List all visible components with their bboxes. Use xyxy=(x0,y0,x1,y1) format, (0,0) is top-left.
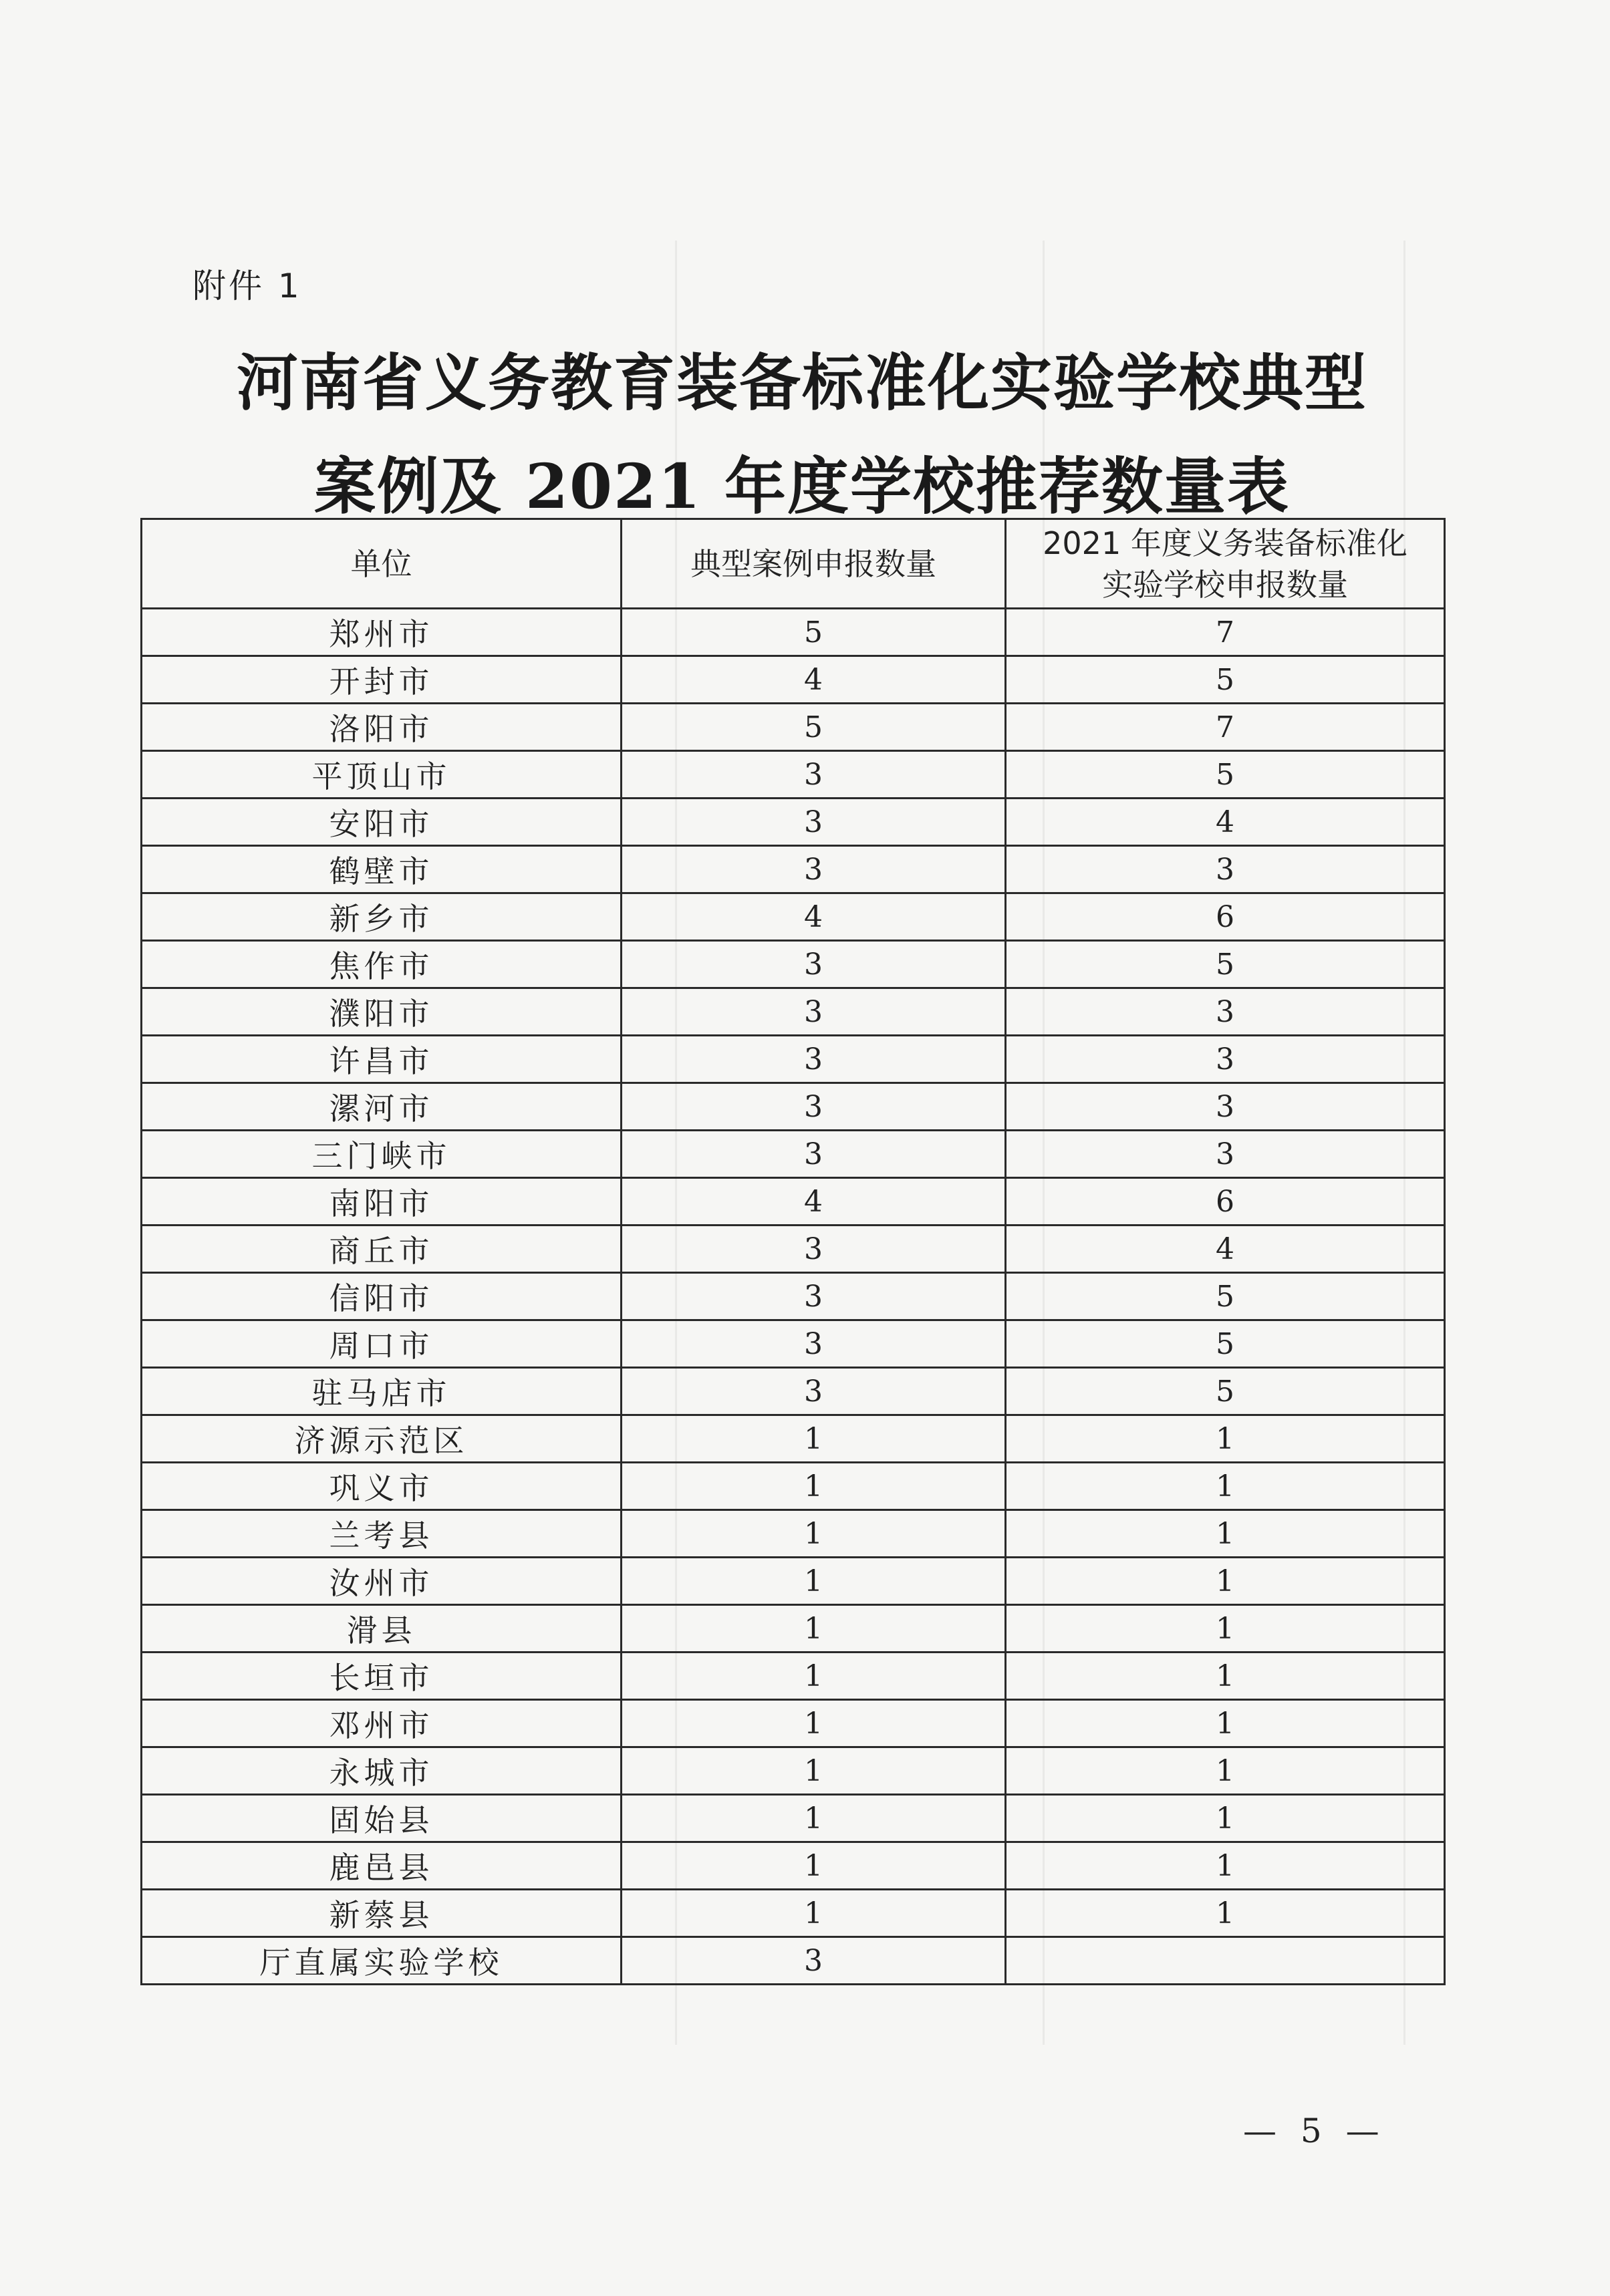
table-header-row xyxy=(142,519,1445,609)
recommendation-count-table xyxy=(140,518,1446,1985)
unit-cell: 新蔡县 xyxy=(142,1890,622,1937)
unit-cell: 周口市 xyxy=(142,1320,622,1368)
unit-cell: 滑县 xyxy=(142,1605,622,1653)
table-body xyxy=(142,609,1445,1985)
cases-count-cell: 1 xyxy=(622,1415,1006,1463)
table-row xyxy=(142,1273,1445,1320)
schools-count-cell: 4 xyxy=(1006,1226,1445,1273)
cases-count-cell: 1 xyxy=(622,1842,1006,1890)
table-row xyxy=(142,609,1445,656)
unit-cell: 新乡市 xyxy=(142,893,622,941)
cases-count-cell: 3 xyxy=(622,941,1006,988)
cases-count-cell: 3 xyxy=(622,799,1006,846)
unit-cell: 漯河市 xyxy=(142,1083,622,1131)
schools-count-cell: 1 xyxy=(1006,1653,1445,1700)
table-row xyxy=(142,799,1445,846)
table-row xyxy=(142,1415,1445,1463)
schools-count-cell: 4 xyxy=(1006,799,1445,846)
table-row xyxy=(142,704,1445,751)
unit-cell: 永城市 xyxy=(142,1747,622,1795)
schools-count-cell: 1 xyxy=(1006,1700,1445,1747)
schools-count-cell: 5 xyxy=(1006,941,1445,988)
unit-cell: 鹿邑县 xyxy=(142,1842,622,1890)
header-schools-line-1: 2021 年度义务装备标准化 xyxy=(1043,525,1407,561)
schools-count-cell: 5 xyxy=(1006,1320,1445,1368)
unit-cell: 汝州市 xyxy=(142,1558,622,1605)
table-row xyxy=(142,1463,1445,1510)
table-row xyxy=(142,1653,1445,1700)
cases-count-cell: 3 xyxy=(622,1937,1006,1985)
schools-count-cell: 1 xyxy=(1006,1842,1445,1890)
cases-count-cell: 3 xyxy=(622,1273,1006,1320)
unit-cell: 三门峡市 xyxy=(142,1131,622,1178)
schools-count-cell: 1 xyxy=(1006,1747,1445,1795)
schools-count-cell: 3 xyxy=(1006,1131,1445,1178)
attachment-label: 附件 1 xyxy=(192,267,302,305)
schools-count-cell: 7 xyxy=(1006,704,1445,751)
table-row xyxy=(142,1036,1445,1083)
unit-cell: 开封市 xyxy=(142,656,622,704)
table-row xyxy=(142,751,1445,799)
table-row xyxy=(142,1226,1445,1273)
schools-count-cell: 6 xyxy=(1006,1178,1445,1226)
unit-cell: 安阳市 xyxy=(142,799,622,846)
table-row xyxy=(142,1131,1445,1178)
table-row xyxy=(142,1368,1445,1415)
schools-count-cell: 7 xyxy=(1006,609,1445,656)
cases-count-cell: 1 xyxy=(622,1653,1006,1700)
unit-cell: 驻马店市 xyxy=(142,1368,622,1415)
unit-cell: 济源示范区 xyxy=(142,1415,622,1463)
table-row xyxy=(142,1747,1445,1795)
schools-count-cell: 1 xyxy=(1006,1463,1445,1510)
schools-count-cell: 3 xyxy=(1006,988,1445,1036)
schools-count-cell: 5 xyxy=(1006,751,1445,799)
cases-count-cell: 1 xyxy=(622,1463,1006,1510)
schools-count-cell: 1 xyxy=(1006,1558,1445,1605)
cases-count-cell: 3 xyxy=(622,1083,1006,1131)
header-schools-line-2: 实验学校申报数量 xyxy=(1102,566,1348,603)
table-row xyxy=(142,1320,1445,1368)
table-row xyxy=(142,1605,1445,1653)
unit-cell: 厅直属实验学校 xyxy=(142,1937,622,1985)
unit-cell: 固始县 xyxy=(142,1795,622,1842)
page-title-line-1: 河南省义务教育装备标准化实验学校典型 xyxy=(236,347,1367,419)
schools-count-cell: 3 xyxy=(1006,1036,1445,1083)
schools-count-cell: 6 xyxy=(1006,893,1445,941)
cases-count-cell: 1 xyxy=(622,1795,1006,1842)
cases-count-cell: 4 xyxy=(622,1178,1006,1226)
cases-count-cell: 3 xyxy=(622,1036,1006,1083)
unit-cell: 平顶山市 xyxy=(142,751,622,799)
schools-count-cell: 1 xyxy=(1006,1605,1445,1653)
schools-count-cell: 1 xyxy=(1006,1795,1445,1842)
table-row xyxy=(142,1937,1445,1985)
table-row xyxy=(142,1842,1445,1890)
unit-cell: 鹤壁市 xyxy=(142,846,622,893)
unit-cell: 信阳市 xyxy=(142,1273,622,1320)
unit-cell: 濮阳市 xyxy=(142,988,622,1036)
header-unit: 单位 xyxy=(142,519,622,609)
cases-count-cell: 4 xyxy=(622,656,1006,704)
table-row xyxy=(142,1890,1445,1937)
table-row xyxy=(142,1178,1445,1226)
cases-count-cell: 3 xyxy=(622,1226,1006,1273)
table-row xyxy=(142,656,1445,704)
cases-count-cell: 1 xyxy=(622,1890,1006,1937)
unit-cell: 邓州市 xyxy=(142,1700,622,1747)
table-row xyxy=(142,1795,1445,1842)
unit-cell: 长垣市 xyxy=(142,1653,622,1700)
cases-count-cell: 1 xyxy=(622,1605,1006,1653)
schools-count-cell: 5 xyxy=(1006,656,1445,704)
table-row xyxy=(142,941,1445,988)
cases-count-cell: 5 xyxy=(622,609,1006,656)
schools-count-cell xyxy=(1006,1937,1445,1985)
unit-cell: 巩义市 xyxy=(142,1463,622,1510)
unit-cell: 南阳市 xyxy=(142,1178,622,1226)
cases-count-cell: 1 xyxy=(622,1558,1006,1605)
page-number: — 5 — xyxy=(1243,2112,1386,2150)
table-row xyxy=(142,1700,1445,1747)
unit-cell: 焦作市 xyxy=(142,941,622,988)
schools-count-cell: 3 xyxy=(1006,846,1445,893)
cases-count-cell: 3 xyxy=(622,1131,1006,1178)
schools-count-cell: 5 xyxy=(1006,1368,1445,1415)
schools-count-cell: 1 xyxy=(1006,1890,1445,1937)
unit-cell: 商丘市 xyxy=(142,1226,622,1273)
cases-count-cell: 1 xyxy=(622,1747,1006,1795)
cases-count-cell: 3 xyxy=(622,846,1006,893)
table-row xyxy=(142,1558,1445,1605)
cases-count-cell: 3 xyxy=(622,751,1006,799)
page-title-line-2: 案例及 2021 年度学校推荐数量表 xyxy=(313,450,1291,523)
unit-cell: 洛阳市 xyxy=(142,704,622,751)
table-row xyxy=(142,1510,1445,1558)
schools-count-cell: 5 xyxy=(1006,1273,1445,1320)
header-schools xyxy=(1006,519,1445,609)
cases-count-cell: 5 xyxy=(622,704,1006,751)
cases-count-cell: 1 xyxy=(622,1510,1006,1558)
schools-count-cell: 3 xyxy=(1006,1083,1445,1131)
table-row xyxy=(142,846,1445,893)
unit-cell: 郑州市 xyxy=(142,609,622,656)
schools-count-cell: 1 xyxy=(1006,1415,1445,1463)
header-cases: 典型案例申报数量 xyxy=(622,519,1006,609)
cases-count-cell: 1 xyxy=(622,1700,1006,1747)
schools-count-cell: 1 xyxy=(1006,1510,1445,1558)
table-row xyxy=(142,988,1445,1036)
cases-count-cell: 4 xyxy=(622,893,1006,941)
cases-count-cell: 3 xyxy=(622,1368,1006,1415)
table-row xyxy=(142,1083,1445,1131)
unit-cell: 兰考县 xyxy=(142,1510,622,1558)
cases-count-cell: 3 xyxy=(622,1320,1006,1368)
cases-count-cell: 3 xyxy=(622,988,1006,1036)
unit-cell: 许昌市 xyxy=(142,1036,622,1083)
table-row xyxy=(142,893,1445,941)
